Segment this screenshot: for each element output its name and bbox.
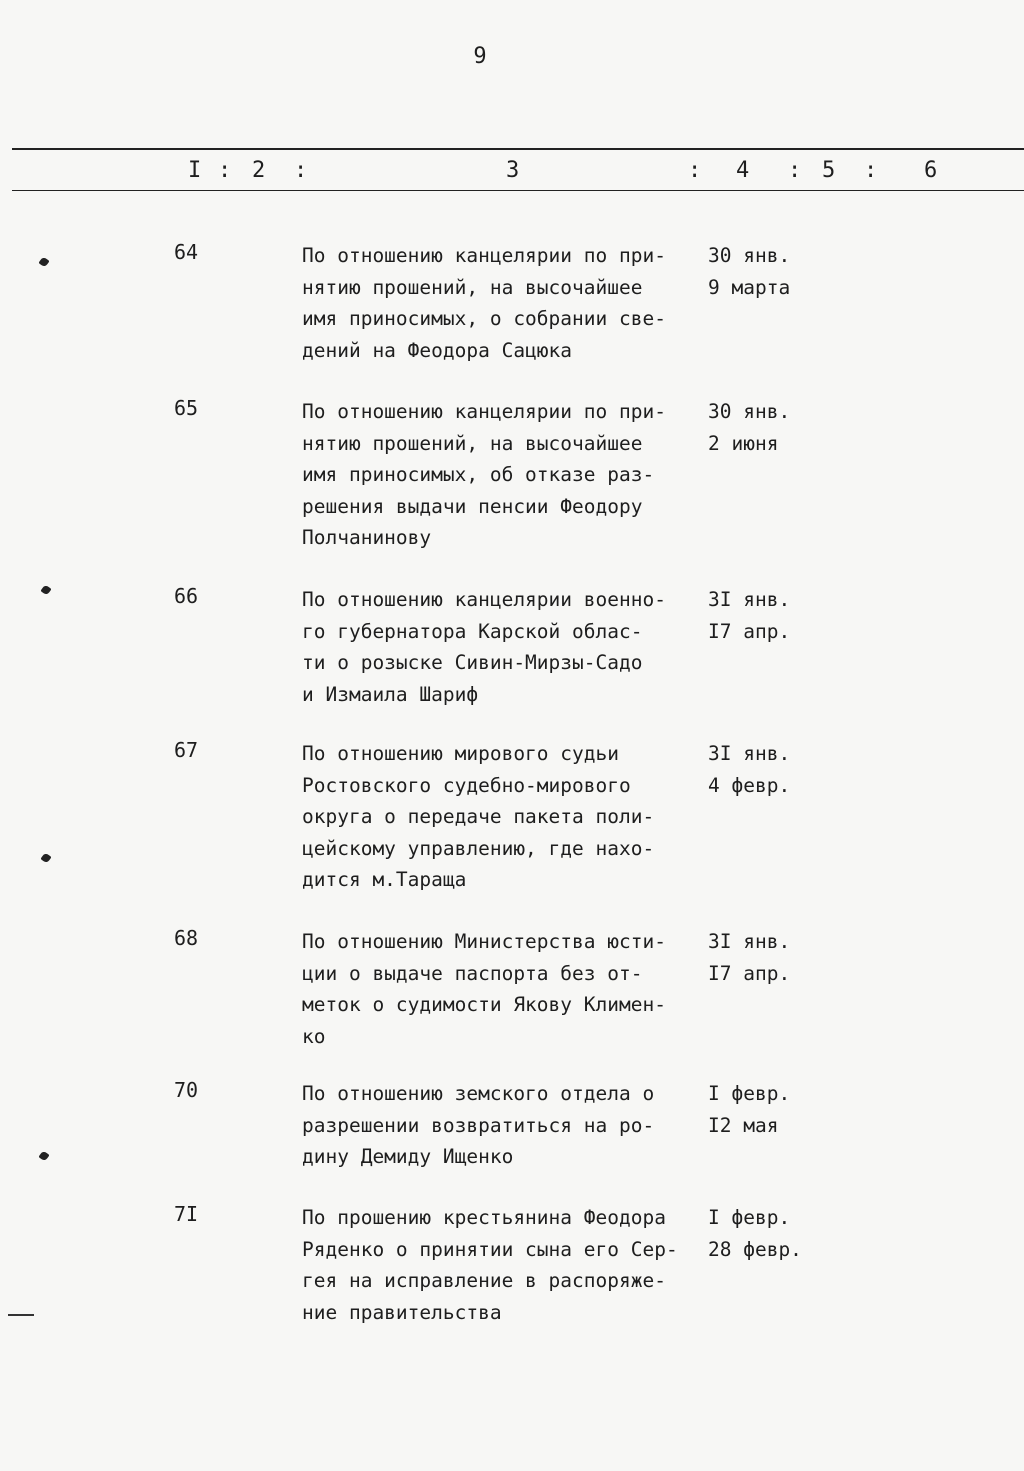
description-line: По прошению крестьянина Феодора <box>302 1206 666 1229</box>
description-line: округа о передаче пакета поли- <box>302 805 655 828</box>
start-date: I февр. <box>708 1206 791 1229</box>
entry-number: 67 <box>174 738 199 762</box>
column-header-2: 2 <box>252 158 266 183</box>
entry-description <box>302 396 702 554</box>
description-line: По отношению канцелярии военно- <box>302 588 666 611</box>
column-separator: : <box>218 158 232 183</box>
entry-number: 66 <box>174 584 199 608</box>
entry-number: 7I <box>174 1202 199 1226</box>
entry-number: 64 <box>174 240 199 264</box>
entry-dates <box>708 926 790 989</box>
end-date: 4 февр. <box>708 773 791 797</box>
column-separator: : <box>688 158 702 183</box>
entry-dates <box>708 1202 802 1265</box>
entry-dates <box>708 1078 790 1141</box>
column-header-5: 5 <box>822 158 836 183</box>
column-header-4: 4 <box>736 158 750 183</box>
binder-mark <box>40 584 51 595</box>
end-date: I7 апр. <box>708 619 791 643</box>
entry-description <box>302 584 702 710</box>
entry-dates <box>708 584 790 647</box>
page-number: 9 <box>473 44 487 69</box>
description-line: Ростовского судебно-мирового <box>302 773 631 797</box>
start-date: 3I янв. <box>708 588 791 611</box>
description-line: ние правительства <box>302 1300 502 1324</box>
entry-description <box>302 738 702 896</box>
end-date: 28 февр. <box>708 1237 802 1261</box>
description-line: гея на исправление в распоряже- <box>302 1269 666 1292</box>
entry-description <box>302 1202 702 1328</box>
description-line: меток о судимости Якову Климен- <box>302 993 666 1016</box>
column-header-6: 6 <box>924 158 938 183</box>
binder-mark <box>38 1150 49 1161</box>
description-line: ции о выдаче паспорта без от- <box>302 961 643 985</box>
start-date: 3I янв. <box>708 930 791 953</box>
column-separator: : <box>294 158 308 183</box>
description-line: и Измаила Шариф <box>302 682 479 706</box>
column-header-3: 3 <box>506 158 520 183</box>
description-line: имя приносимых, об отказе раз- <box>302 463 655 486</box>
entry-description <box>302 1078 702 1173</box>
column-separator: : <box>788 158 802 183</box>
description-line: цейскому управлению, где нахо- <box>302 836 655 860</box>
description-line: разрешении возвратиться на ро- <box>302 1113 655 1137</box>
description-line: дину Демиду Ищенко <box>302 1145 514 1168</box>
entry-description <box>302 926 702 1052</box>
binder-mark <box>38 256 49 267</box>
description-line: ко <box>302 1024 326 1048</box>
entry-number: 70 <box>174 1078 199 1102</box>
start-date: 30 янв. <box>708 244 791 267</box>
start-date: 3I янв. <box>708 742 791 765</box>
entry-description <box>302 240 702 366</box>
column-header-1: I <box>188 158 202 183</box>
end-date: I2 мая <box>708 1113 779 1137</box>
description-line: По отношению мирового судьи <box>302 742 619 765</box>
description-line: дений на Феодора Сацюка <box>302 338 573 362</box>
description-line: По отношению канцелярии по при- <box>302 400 666 423</box>
entry-number: 68 <box>174 926 199 950</box>
margin-dash <box>8 1314 34 1316</box>
description-line: По отношению земского отдела о <box>302 1082 655 1105</box>
end-date: I7 апр. <box>708 961 791 985</box>
entry-number: 65 <box>174 396 199 420</box>
entry-dates <box>708 396 790 459</box>
start-date: I февр. <box>708 1082 791 1105</box>
description-line: ти о розыске Сивин-Мирзы-Садо <box>302 651 643 674</box>
entry-dates <box>708 738 790 801</box>
column-separator: : <box>864 158 878 183</box>
description-line: Полчанинову <box>302 526 432 549</box>
description-line: По отношению канцелярии по при- <box>302 244 666 267</box>
description-line: нятию прошений, на высочайшее <box>302 431 643 455</box>
description-line: дится м.Тараща <box>302 868 467 891</box>
description-line: По отношению Министерства юсти- <box>302 930 666 953</box>
end-date: 9 марта <box>708 275 791 299</box>
entry-dates <box>708 240 790 303</box>
binder-mark <box>40 852 51 863</box>
description-line: Ряденко о принятии сына его Сер- <box>302 1237 678 1261</box>
table-header-rule <box>12 190 1024 191</box>
description-line: го губернатора Карской облас- <box>302 619 643 643</box>
description-line: имя приносимых, о собрании све- <box>302 307 666 330</box>
description-line: нятию прошений, на высочайшее <box>302 275 643 299</box>
start-date: 30 янв. <box>708 400 791 423</box>
end-date: 2 июня <box>708 431 779 455</box>
table-top-rule <box>12 148 1024 150</box>
description-line: решения выдачи пенсии Феодору <box>302 494 643 518</box>
